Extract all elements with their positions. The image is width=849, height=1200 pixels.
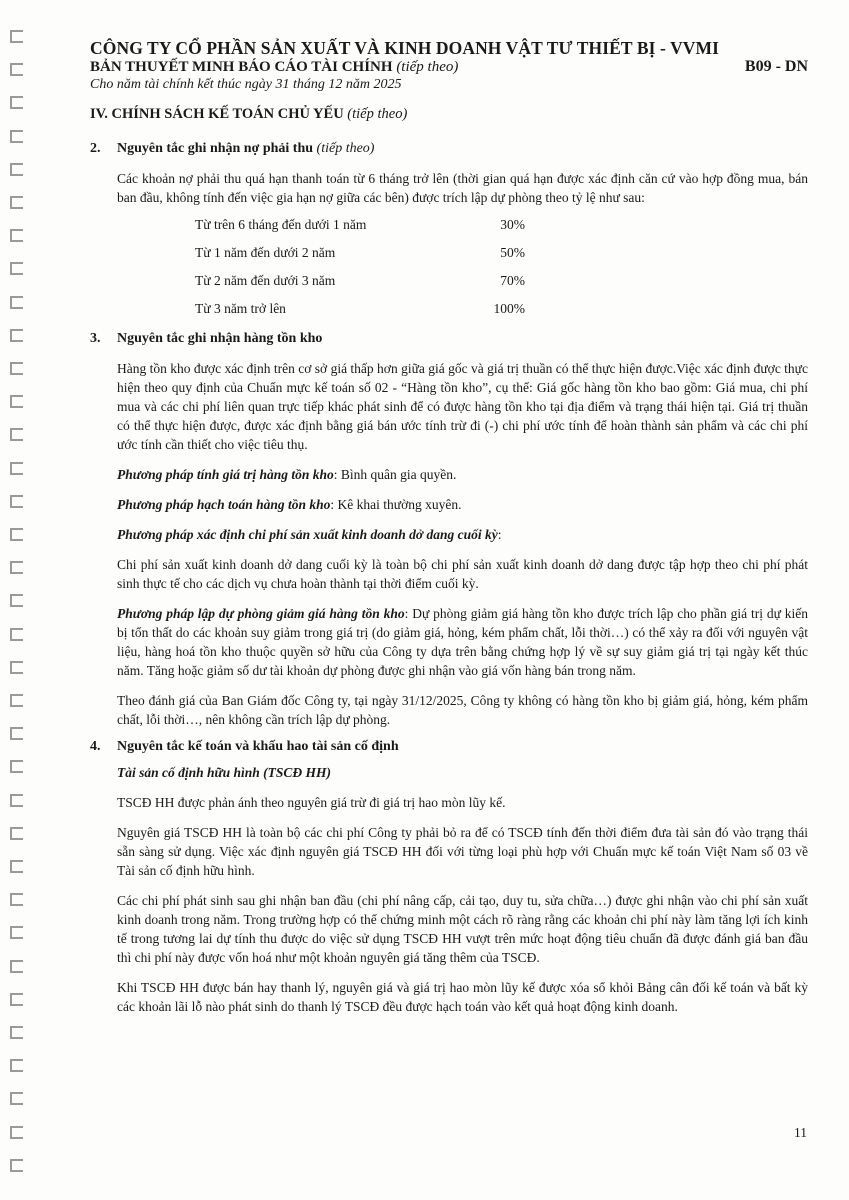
inventory-paragraph: Hàng tồn kho được xác định trên cơ sở giá thấp hơn giữa giá gốc và giá trị thuần có thể thực hiện được.Việc xác định được thực hiện theo quy định của Chuẩn mực kế toán số 02 - “Hàng tồn kho”, cụ thể: Giá gốc hàng tồn kho bao gồm: Giá mua, chi phí mua và các chi phí liên quan trực tiếp khác phát sinh để có được hàng tồn kho tại địa điểm và trạng thái hiện tại. Giá trị thuần có thể thực hiện được, được xác định bằng giá bán ước tính trừ đi (-) chi phí ước tính để hoàn thành sản phẩm và các chi phí ước tính cần thiết cho việc tiêu thụ. xyxy=(117,361,808,452)
binding-ring xyxy=(10,395,23,408)
binding-ring xyxy=(10,760,23,773)
rate-label: Từ 1 năm đến dưới 2 năm xyxy=(195,245,336,260)
binding-ring xyxy=(10,63,23,76)
binding-ring xyxy=(10,229,23,242)
binding-ring xyxy=(10,794,23,807)
subsection-4-heading: 4. Nguyên tắc kế toán và khấu hao tài sản cố định xyxy=(90,739,399,754)
tangible-assets-p1: TSCĐ HH được phản ánh theo nguyên giá trừ đi giá trị hao mòn lũy kế. xyxy=(117,795,506,810)
binding-ring xyxy=(10,561,23,574)
page-number: 11 xyxy=(794,1125,807,1140)
rate-value: 70% xyxy=(500,273,525,288)
binding-ring xyxy=(10,329,23,342)
binding-ring xyxy=(10,860,23,873)
section-heading: IV. CHÍNH SÁCH KẾ TOÁN CHỦ YẾU (tiếp theo) xyxy=(90,106,408,122)
binding-ring xyxy=(10,262,23,275)
wip-cost-method: Phương pháp xác định chi phí sản xuất kinh doanh dở dang cuối kỳ: xyxy=(117,527,502,542)
inventory-valuation-method: Phương pháp tính giá trị hàng tồn kho: Bình quân gia quyền. xyxy=(117,467,457,482)
binding-rings xyxy=(6,0,30,1200)
receivables-intro: Các khoản nợ phải thu quá hạn thanh toán từ 6 tháng trở lên (thời gian quá hạn được xác định căn cứ vào hợp đồng mua, bán ban đầu, không tính đến việc gia hạn nợ giữa các bên) được trích lập dự phòng theo tỷ lệ như sau: xyxy=(117,171,808,205)
tangible-assets-subtitle: Tài sản cố định hữu hình (TSCĐ HH) xyxy=(117,765,332,780)
binding-ring xyxy=(10,462,23,475)
rate-row xyxy=(195,267,808,295)
binding-ring xyxy=(10,1026,23,1039)
tangible-assets-p4: Khi TSCĐ HH được bán hay thanh lý, nguyên giá và giá trị hao mòn lũy kế được xóa sổ khỏi Bảng cân đối kế toán và bất kỳ các khoản lãi lỗ nào phát sinh do thanh lý TSCĐ đều được hạch toán vào kết quả hoạt động kinh doanh. xyxy=(117,980,808,1014)
rate-value: 100% xyxy=(493,301,525,316)
binding-ring xyxy=(10,428,23,441)
rate-label: Từ trên 6 tháng đến dưới 1 năm xyxy=(195,217,367,232)
binding-ring xyxy=(10,163,23,176)
document-page xyxy=(90,38,808,1016)
binding-ring xyxy=(10,926,23,939)
binding-ring xyxy=(10,495,23,508)
binding-ring xyxy=(10,130,23,143)
binding-ring xyxy=(10,993,23,1006)
binding-ring xyxy=(10,1092,23,1105)
rate-row xyxy=(195,295,808,323)
inventory-accounting-method: Phương pháp hạch toán hàng tồn kho: Kê khai thường xuyên. xyxy=(117,497,462,512)
tangible-assets-p3: Các chi phí phát sinh sau ghi nhận ban đầu (chi phí nâng cấp, cải tạo, duy tu, sửa chữa…) được ghi nhận vào chi phí sản xuất kinh doanh trong năm. Trong trường hợp có thể chứng minh một cách rõ ràng rằng các khoản chi phí này làm tăng lợi ích kinh tế trong tương lai dự tính thu được do việc sử dụng TSCĐ HH vượt trên mức hoạt động tiêu chuẩn đã được đánh giá ban đầu thì chi phí này được vốn hoá như một khoản nguyên giá tăng thêm của TSCĐ. xyxy=(117,893,808,965)
binding-ring xyxy=(10,594,23,607)
tangible-assets-p2: Nguyên giá TSCĐ HH là toàn bộ các chi phí Công ty phải bỏ ra để có TSCĐ tính đến thời điểm đưa tài sản đó vào trạng thái sẵn sàng sử dụng. Việc xác định nguyên giá TSCĐ HH đối với từng loại phù hợp với Chuẩn mực kế toán Việt Nam số 03 về Tài sản cố định hữu hình. xyxy=(117,825,808,878)
binding-ring xyxy=(10,893,23,906)
binding-ring xyxy=(10,30,23,43)
report-title: BẢN THUYẾT MINH BÁO CÁO TÀI CHÍNH (tiếp theo) xyxy=(90,59,459,75)
binding-ring xyxy=(10,362,23,375)
report-period: Cho năm tài chính kết thúc ngày 31 tháng 12 năm 2025 xyxy=(90,77,402,92)
binding-ring xyxy=(10,1059,23,1072)
binding-ring xyxy=(10,661,23,674)
subsection-2-heading: 2. Nguyên tắc ghi nhận nợ phải thu (tiếp theo) xyxy=(90,141,375,156)
form-code: B09 - DN xyxy=(744,58,808,75)
provision-rate-table xyxy=(90,211,808,323)
binding-ring xyxy=(10,727,23,740)
report-header-row xyxy=(90,58,808,76)
binding-ring xyxy=(10,628,23,641)
binding-ring xyxy=(10,1159,23,1172)
company-name: CÔNG TY CỔ PHẦN SẢN XUẤT VÀ KINH DOANH VẬT TƯ THIẾT BỊ - VVMI xyxy=(90,38,720,58)
subsection-3-heading: 3. Nguyên tắc ghi nhận hàng tồn kho xyxy=(90,331,323,346)
binding-ring xyxy=(10,96,23,109)
binding-ring xyxy=(10,528,23,541)
rate-row xyxy=(195,239,808,267)
inventory-assessment-paragraph: Theo đánh giá của Ban Giám đốc Công ty, tại ngày 31/12/2025, Công ty không có hàng tồn kho bị giảm giá, hỏng, kém phẩm chất, lỗi thời…, nên không cần trích lập dự phòng. xyxy=(117,693,808,727)
rate-value: 50% xyxy=(500,245,525,260)
rate-value: 30% xyxy=(500,217,525,232)
binding-ring xyxy=(10,196,23,209)
rate-label: Từ 3 năm trở lên xyxy=(195,301,286,316)
binding-ring xyxy=(10,1126,23,1139)
binding-ring xyxy=(10,827,23,840)
binding-ring xyxy=(10,296,23,309)
rate-label: Từ 2 năm đến dưới 3 năm xyxy=(195,273,336,288)
binding-ring xyxy=(10,960,23,973)
inventory-provision-method: Phương pháp lập dự phòng giảm giá hàng tồn kho: Dự phòng giảm giá hàng tồn kho được trích lập cho phần giá trị dự kiến bị tổn thất do các khoản suy giảm trong giá trị (do giảm giá, hỏng, kém phẩm chất, lỗi thời…) có thể xảy ra đối với nguyên vật liệu, hàng hoá tồn kho thuộc quyền sở hữu của Công ty dựa trên bằng chứng hợp lý về sự suy giảm giá trị tại ngày kết thúc năm. Tăng hoặc giảm số dư tài khoản dự phòng được ghi nhận vào giá vốn hàng bán trong năm. xyxy=(117,606,808,678)
rate-row xyxy=(195,211,808,239)
binding-ring xyxy=(10,694,23,707)
wip-cost-paragraph: Chi phí sản xuất kinh doanh dở dang cuối kỳ là toàn bộ chi phí sản xuất kinh doanh dở dang được tập hợp theo chi phí phát sinh thực tế cho các dịch vụ chưa hoàn thành tại thời điểm cuối kỳ. xyxy=(117,557,808,591)
